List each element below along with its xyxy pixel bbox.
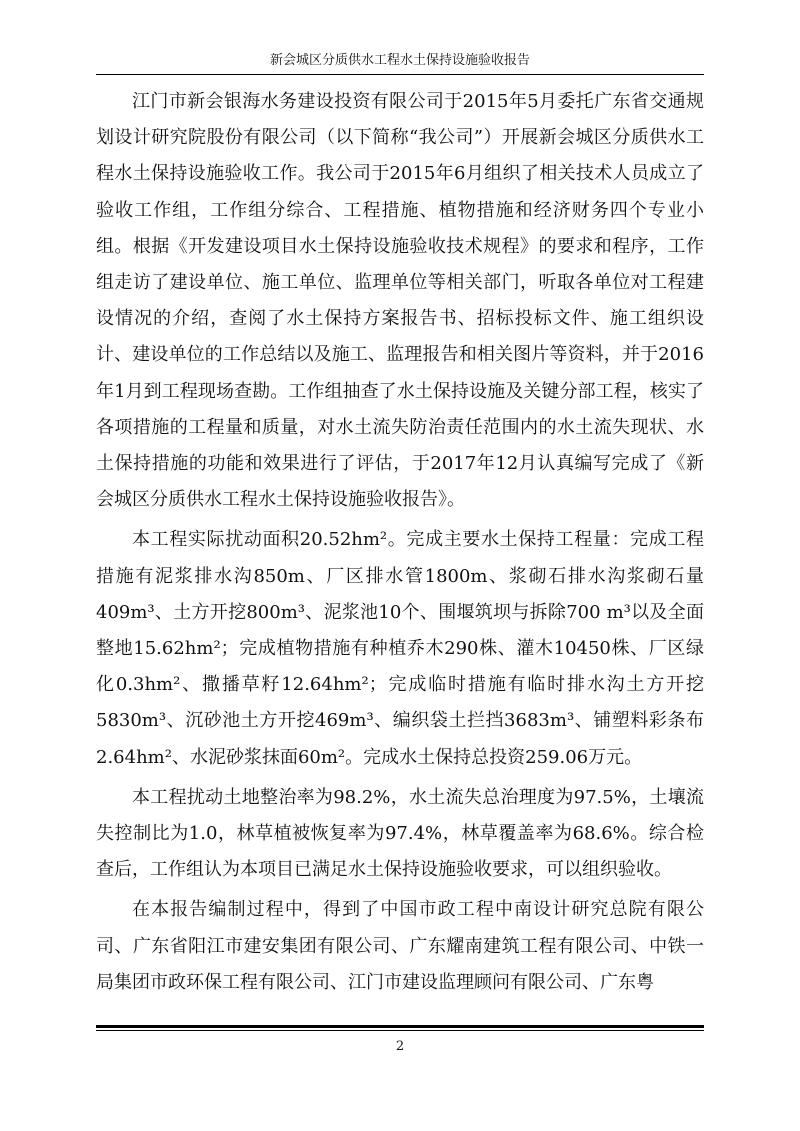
paragraph-intro: 江门市新会银海水务建设投资有限公司于2015年5月委托广东省交通规划设计研究院股份有限公司（以下简称“我公司”）开展新会城区分质供水工程水土保持设施验收工作。我公司于2015年6月组织了相关技术人员成立了验收工作组，工作组分综合、工程措施、植物措施和经济财务四个专业小组。根据《开发建设项目水土保持设施验收技术规程》的要求和程序，工作组走访了建设单位、施工单位、监理单位等相关部门，听取各单位对工程建设情况的介绍，查阅了水土保持方案报告书、招标投标文件、施工组织设计、建设单位的工作总结以及施工、监理报告和相关图片等资料，并于2016年1月到工程现场查勘。工作组抽查了水土保持设施及关键分部工程，核实了各项措施的工程量和质量，对水土流失防治责任范围内的水土流失现状、水土保持措施的功能和效果进行了评估，于2017年12月认真编写完成了《新会城区分质供水工程水土保持设施验收报告》。 xyxy=(96,91,704,511)
running-header: 新会城区分质供水工程水土保持设施验收报告 xyxy=(96,48,704,75)
page-number: 2 xyxy=(395,1039,405,1054)
paragraph-indicators: 本工程扰动土地整治率为98.2%，水土流失总治理度为97.5%，土壤流失控制比为1.0，林草植被恢复率为97.4%，林草覆盖率为68.6%。综合检查后，工作组认为本项目已满足水土保持设施验收要求，可以组织验收。 xyxy=(96,786,704,881)
paragraph-acknowledgements: 在本报告编制过程中，得到了中国市政工程中南设计研究总院有限公司、广东省阳江市建安集团有限公司、广东耀南建筑工程有限公司、中铁一局集团市政环保工程有限公司、江门市建设监理顾问有限公司、广东粤 xyxy=(96,899,704,993)
paragraph-quantities: 本工程实际扰动面积20.52hm²。完成主要水土保持工程量：完成工程措施有泥浆排水沟850m、厂区排水管1800m、浆砌石排水沟浆砌石量409m³、土方开挖800m³、泥浆池10个、围堰筑坝与拆除700 m³以及全面整地15.62hm²；完成植物措施有种植乔木290株、灌木10450株、厂区绿化0.3hm²、撒播草籽12.64hm²；完成临时措施有临时排水沟土方开挖5830m³、沉砂池土方开挖469m³、编织袋土拦挡3683m³、铺塑料彩条布2.64hm²、水泥砂浆抹面60m²。完成水土保持总投资259.06万元。 xyxy=(96,529,704,768)
footer-rule xyxy=(96,1025,704,1031)
body-text xyxy=(96,84,704,1001)
